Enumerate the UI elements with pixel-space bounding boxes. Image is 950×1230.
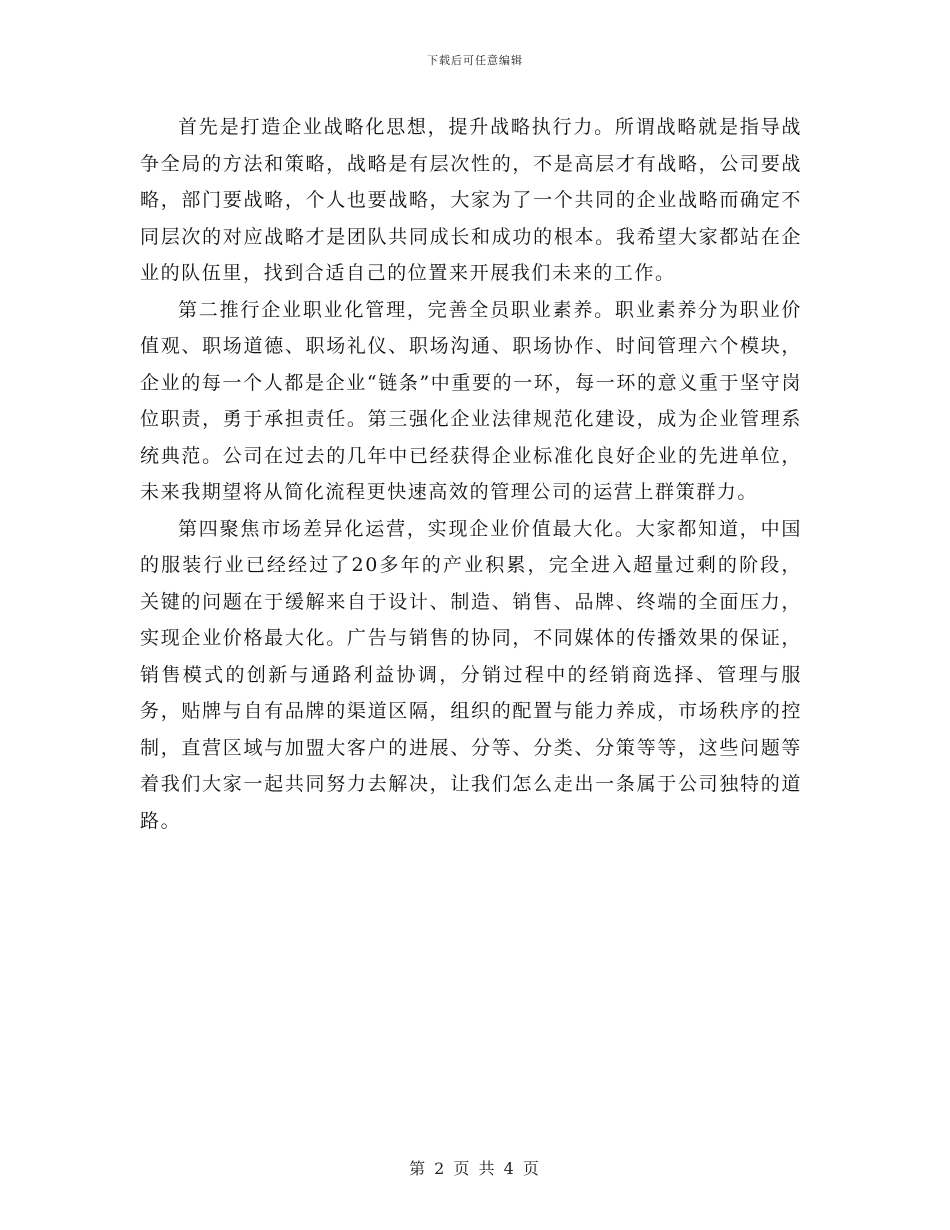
header-note: 下载后可任意编辑 (427, 54, 523, 67)
paragraph-strategy: 首先是打造企业战略化思想，提升战略执行力。所谓战略就是指导战争全局的方法和策略，战略是有层次性的，不是高层才有战略，公司要战略，部门要战略，个人也要战略，大家为了一个共同的企业战略而确定不同层次的对应战略才是团队共同成长和成功的根本。我希望大家都站在企业的队伍里，找到合适自己的位置来开展我们未来的工作。 (140, 116, 802, 284)
paragraph-market-differentiation: 第四聚焦市场差异化运营，实现企业价值最大化。大家都知道，中国的服装行业已经经过了20多年的产业积累，完全进入超量过剩的阶段，关键的问题在于缓解来自于设计、制造、销售、品牌、终端的全面压力，实现企业价格最大化。广告与销售的协同，不同媒体的传播效果的保证，销售模式的创新与通路利益协调，分销过程中的经销商选择、管理与服务，贴牌与自有品牌的渠道区隔，组织的配置与能力养成，市场秩序的控制，直营区域与加盟大客户的进展、分等、分类、分策等等，这些问题等着我们大家一起共同努力去解决，让我们怎么走出一条属于公司独特的道路。 (140, 517, 802, 832)
document-body (140, 109, 802, 839)
paragraph-professional-management: 第二推行企业职业化管理，完善全员职业素养。职业素养分为职业价值观、职场道德、职场礼仪、职场沟通、职场协作、时间管理六个模块，企业的每一个人都是企业“链条”中重要的一环，每一环的意义重于坚守岗位职责，勇于承担责任。第三强化企业法律规范化建设，成为企业管理系统典范。公司在过去的几年中已经获得企业标准化良好企业的先进单位，未来我期望将从简化流程更快速高效的管理公司的运营上群策群力。 (140, 298, 802, 503)
page-number-footer: 第 2 页 共 4 页 (409, 1159, 541, 1178)
